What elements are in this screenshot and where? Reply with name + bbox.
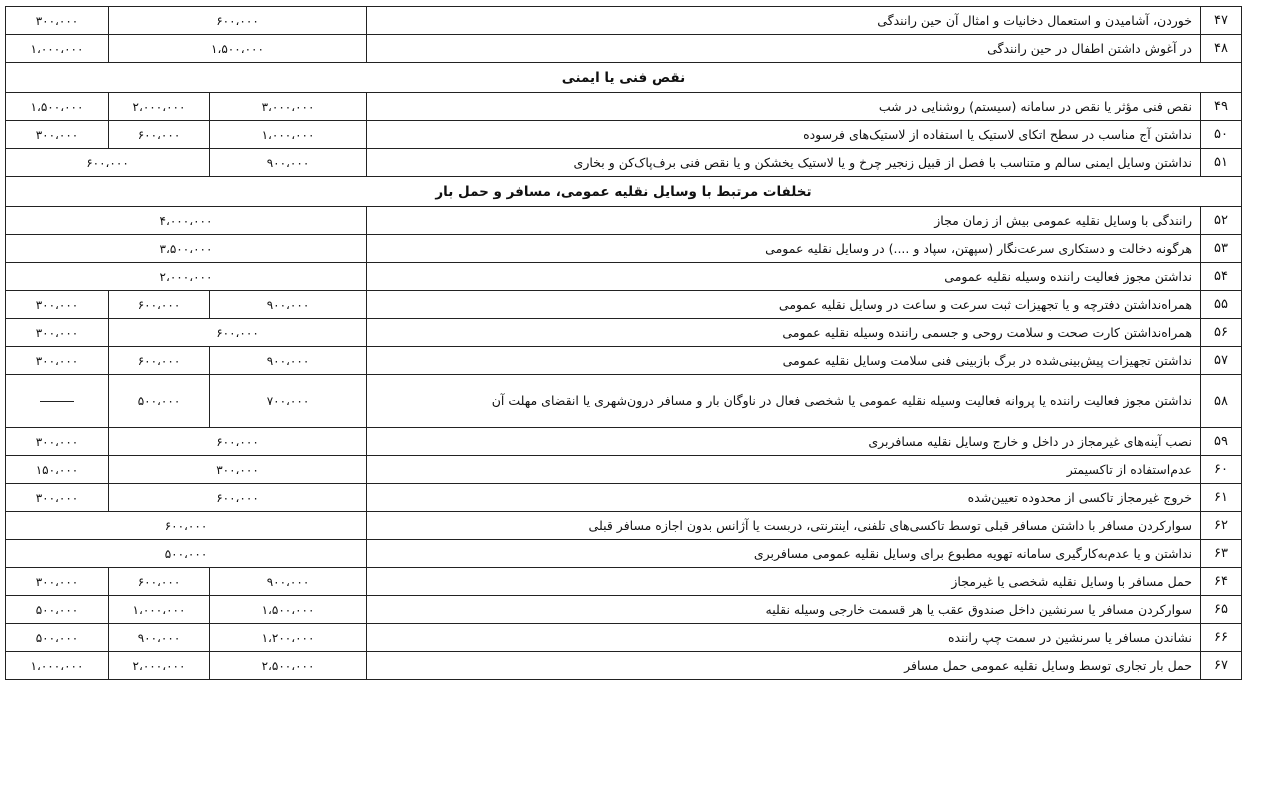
violation-description: سوارکردن مسافر یا سرنشین داخل صندوق عقب یا هر قسمت خارجی وسیله نقلیه [367, 596, 1201, 624]
fine-amount: ۳۰۰،۰۰۰ [5, 428, 108, 456]
row-number: ۵۵ [1201, 291, 1242, 319]
fine-amount: ۳۰۰،۰۰۰ [5, 568, 108, 596]
fine-amount: ۹۰۰،۰۰۰ [108, 624, 209, 652]
fine-amount: ۳۰۰،۰۰۰ [5, 319, 108, 347]
table-row [5, 540, 1241, 568]
row-number: ۵۰ [1201, 121, 1242, 149]
fine-amount: ۲،۰۰۰،۰۰۰ [5, 263, 366, 291]
row-number: ۶۵ [1201, 596, 1242, 624]
violation-description: نداشتن آج مناسب در سطح اتکای لاستیک یا استفاده از لاستیک‌های فرسوده [367, 121, 1201, 149]
table-row [5, 7, 1241, 35]
fine-amount: ۳،۰۰۰،۰۰۰ [210, 93, 367, 121]
table-row [5, 93, 1241, 121]
row-number: ۶۱ [1201, 484, 1242, 512]
violation-description: خوردن، آشامیدن و استعمال دخانیات و امثال آن حین رانندگی [367, 7, 1201, 35]
violation-description: نداشتن تجهیزات پیش‌بینی‌شده در برگ بازبینی فنی سلامت وسایل نقلیه عمومی [367, 347, 1201, 375]
violation-description: نداشتن مجوز فعالیت راننده یا پروانه فعالیت وسیله نقلیه عمومی یا شخصی فعال در ناوگان بار و مسافر درون‌شهری یا انقضای مهلت آن [367, 375, 1201, 428]
fine-amount: ۱،۵۰۰،۰۰۰ [108, 35, 366, 63]
fine-amount: ۱،۰۰۰،۰۰۰ [108, 596, 209, 624]
fine-amount: ۶۰۰،۰۰۰ [108, 568, 209, 596]
violation-description: همراه‌نداشتن دفترچه و یا تجهیزات ثبت سرعت و ساعت در وسایل نقلیه عمومی [367, 291, 1201, 319]
fine-amount: ۱،۰۰۰،۰۰۰ [5, 652, 108, 680]
fine-amount: ۹۰۰،۰۰۰ [210, 149, 367, 177]
dash-mark [40, 401, 74, 402]
section-heading-row [5, 63, 1241, 93]
fine-amount: ۶۰۰،۰۰۰ [108, 291, 209, 319]
violation-description: رانندگی با وسایل نقلیه عمومی بیش از زمان مجاز [367, 207, 1201, 235]
violation-description: نقص فنی مؤثر یا نقص در سامانه (سیستم) روشنایی در شب [367, 93, 1201, 121]
violation-description: حمل مسافر با وسایل نقلیه شخصی یا غیرمجاز [367, 568, 1201, 596]
fine-amount: ۵۰۰،۰۰۰ [5, 624, 108, 652]
table-row [5, 596, 1241, 624]
fine-amount: ۷۰۰،۰۰۰ [210, 375, 367, 428]
fine-amount: ۲،۰۰۰،۰۰۰ [108, 652, 209, 680]
violation-description: در آغوش داشتن اطفال در حین رانندگی [367, 35, 1201, 63]
fine-amount: ۱،۰۰۰،۰۰۰ [210, 121, 367, 149]
violation-description: همراه‌نداشتن کارت صحت و سلامت روحی و جسمی راننده وسیله نقلیه عمومی [367, 319, 1201, 347]
row-number: ۶۶ [1201, 624, 1242, 652]
fine-amount: ۹۰۰،۰۰۰ [210, 347, 367, 375]
violation-description: حمل بار تجاری توسط وسایل نقلیه عمومی حمل مسافر [367, 652, 1201, 680]
violation-description: نداشتن وسایل ایمنی سالم و متناسب با فصل از قبیل زنجیر چرخ و یا لاستیک یخشکن و یا نقص فنی برف‌پاک‌کن و بخاری [367, 149, 1201, 177]
table-row [5, 512, 1241, 540]
row-number: ۵۸ [1201, 375, 1242, 428]
fine-amount: ۱،۰۰۰،۰۰۰ [5, 35, 108, 63]
table-row [5, 263, 1241, 291]
row-number: ۶۳ [1201, 540, 1242, 568]
section-title: نقص فنی یا ایمنی [5, 63, 1241, 93]
row-number: ۵۷ [1201, 347, 1242, 375]
violation-description: سوارکردن مسافر با داشتن مسافر قبلی توسط تاکسی‌های تلفنی، اینترنتی، دربست یا آژانس بدون اجازه مسافر قبلی [367, 512, 1201, 540]
fine-amount: ۹۰۰،۰۰۰ [210, 291, 367, 319]
fine-amount: ۵۰۰،۰۰۰ [108, 375, 209, 428]
table-row [5, 121, 1241, 149]
table-row [5, 35, 1241, 63]
violation-description: عدم‌استفاده از تاکسیمتر [367, 456, 1201, 484]
row-number: ۴۸ [1201, 35, 1242, 63]
violation-description: نصب آینه‌های غیرمجاز در داخل و خارج وسایل نقلیه مسافربری [367, 428, 1201, 456]
table-row [5, 484, 1241, 512]
fine-amount: ۶۰۰،۰۰۰ [5, 149, 209, 177]
row-number: ۵۶ [1201, 319, 1242, 347]
table-row [5, 347, 1241, 375]
fine-amount: ۶۰۰،۰۰۰ [108, 7, 366, 35]
fine-amount: ۳۰۰،۰۰۰ [5, 291, 108, 319]
table-row [5, 149, 1241, 177]
row-number: ۵۲ [1201, 207, 1242, 235]
fine-amount: ۶۰۰،۰۰۰ [108, 347, 209, 375]
row-number: ۶۴ [1201, 568, 1242, 596]
fine-amount: ۱،۵۰۰،۰۰۰ [210, 596, 367, 624]
fine-amount: ۶۰۰،۰۰۰ [108, 428, 366, 456]
fines-table-body [5, 7, 1241, 680]
row-number: ۵۹ [1201, 428, 1242, 456]
fine-amount: ۳۰۰،۰۰۰ [5, 7, 108, 35]
fines-document [6, 6, 1242, 680]
fine-amount: ۳۰۰،۰۰۰ [5, 121, 108, 149]
violation-description: نشاندن مسافر یا سرنشین در سمت چپ راننده [367, 624, 1201, 652]
fine-amount: ۶۰۰،۰۰۰ [108, 121, 209, 149]
table-row [5, 624, 1241, 652]
table-row [5, 568, 1241, 596]
table-row [5, 235, 1241, 263]
fine-amount: ۹۰۰،۰۰۰ [210, 568, 367, 596]
row-number: ۶۲ [1201, 512, 1242, 540]
row-number: ۴۷ [1201, 7, 1242, 35]
fine-amount: ۳۰۰،۰۰۰ [5, 484, 108, 512]
fine-amount: ۱۵۰،۰۰۰ [5, 456, 108, 484]
fine-amount: ۲،۰۰۰،۰۰۰ [108, 93, 209, 121]
fine-amount: ۲،۵۰۰،۰۰۰ [210, 652, 367, 680]
table-row [5, 319, 1241, 347]
fine-amount: ۶۰۰،۰۰۰ [108, 484, 366, 512]
table-row [5, 291, 1241, 319]
fine-amount: ۳۰۰،۰۰۰ [5, 347, 108, 375]
table-row [5, 207, 1241, 235]
row-number: ۶۰ [1201, 456, 1242, 484]
section-heading-row [5, 177, 1241, 207]
violation-description: نداشتن و یا عدم‌به‌کارگیری سامانه تهویه مطبوع برای وسایل نقلیه عمومی مسافربری [367, 540, 1201, 568]
fines-table [5, 6, 1242, 680]
violation-description: خروج غیرمجاز تاکسی از محدوده تعیین‌شده [367, 484, 1201, 512]
fine-amount: ۶۰۰،۰۰۰ [5, 512, 366, 540]
table-row [5, 375, 1241, 428]
fine-amount: ۳۰۰،۰۰۰ [108, 456, 366, 484]
violation-description: هرگونه دخالت و دستکاری سرعت‌نگار (سپهتن، سپاد و ....) در وسایل نقلیه عمومی [367, 235, 1201, 263]
row-number: ۶۷ [1201, 652, 1242, 680]
table-row [5, 428, 1241, 456]
row-number: ۵۱ [1201, 149, 1242, 177]
fine-amount: ۱،۵۰۰،۰۰۰ [5, 93, 108, 121]
fine-amount: ۳،۵۰۰،۰۰۰ [5, 235, 366, 263]
empty-fine-cell [5, 375, 108, 428]
fine-amount: ۱،۲۰۰،۰۰۰ [210, 624, 367, 652]
fine-amount: ۶۰۰،۰۰۰ [108, 319, 366, 347]
table-row [5, 652, 1241, 680]
fine-amount: ۵۰۰،۰۰۰ [5, 540, 366, 568]
row-number: ۴۹ [1201, 93, 1242, 121]
row-number: ۵۴ [1201, 263, 1242, 291]
violation-description: نداشتن مجوز فعالیت راننده وسیله نقلیه عمومی [367, 263, 1201, 291]
fine-amount: ۵۰۰،۰۰۰ [5, 596, 108, 624]
table-row [5, 456, 1241, 484]
fine-amount: ۴،۰۰۰،۰۰۰ [5, 207, 366, 235]
section-title: تخلفات مرتبط با وسایل نقلیه عمومی، مسافر و حمل بار [5, 177, 1241, 207]
row-number: ۵۳ [1201, 235, 1242, 263]
